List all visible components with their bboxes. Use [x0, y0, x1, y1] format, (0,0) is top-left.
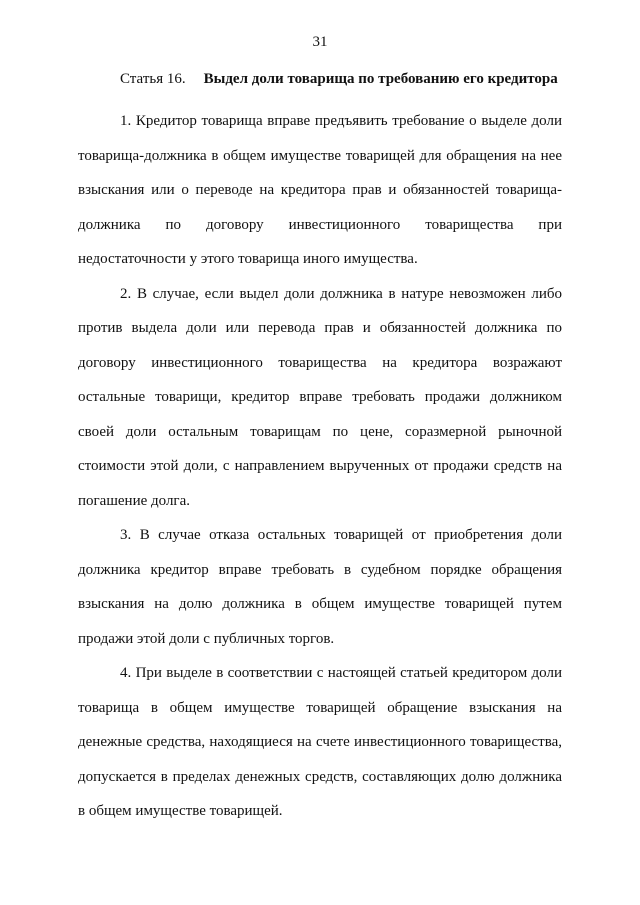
- paragraph-line: 1. Кредитор товарища вправе предъявить требование о выделе доли: [120, 113, 562, 129]
- paragraph-line: погашение долга.: [78, 492, 190, 509]
- paragraph-line: 3. В случае отказа остальных товарищей от приобретения доли: [120, 527, 562, 543]
- paragraph-line: договору инвестиционного товарищества на кредитора возражают: [78, 354, 562, 371]
- paragraph-line: денежные средства, находящиеся на счете инвестиционного товарищества,: [78, 734, 562, 750]
- article-label: Статья 16.: [120, 71, 186, 87]
- paragraph-line: взыскания или о переводе на кредитора прав и обязанностей товарища-: [78, 182, 562, 198]
- paragraph-line: недостаточности у этого товарища иного имущества.: [78, 251, 418, 267]
- paragraph-line: взыскания на долю должника в общем имуществе товарищей путем: [78, 596, 562, 612]
- paragraph-line: в общем имуществе товарищей.: [78, 803, 283, 819]
- paragraph-line: своей доли остальным товарищам по цене, соразмерной рыночной: [78, 423, 562, 440]
- paragraph-line: товарища-должника в общем имуществе товарищей для обращения на нее: [78, 147, 562, 164]
- article-title: Выдел доли товарища по требованию его кредитора: [203, 71, 558, 87]
- article-heading: [120, 71, 580, 88]
- page-number: 31: [312, 34, 328, 50]
- paragraph-line: 4. При выделе в соответствии с настоящей статьей кредитором доли: [120, 665, 562, 681]
- paragraph-line: товарища в общем имуществе товарищей обращение взыскания на: [78, 699, 562, 716]
- paragraph-line: 2. В случае, если выдел доли должника в натуре невозможен либо: [120, 285, 562, 302]
- paragraph-3: [78, 518, 562, 656]
- paragraph-4: [78, 656, 562, 829]
- paragraph-line: стоимости этой доли, с направлением вырученных от продажи средств на: [78, 458, 562, 474]
- paragraph-line: остальные товарищи, кредитор вправе требовать продажи должником: [78, 389, 562, 405]
- paragraph-line: продажи этой доли с публичных торгов.: [78, 630, 335, 647]
- paragraph-1: [78, 104, 562, 277]
- paragraph-line: должника кредитор вправе требовать в судебном порядке обращения: [78, 561, 562, 578]
- paragraph-line: должника по договору инвестиционного товарищества при: [78, 216, 562, 233]
- paragraph-line: допускается в пределах денежных средств, составляющих долю должника: [78, 768, 562, 785]
- article-body: [78, 104, 562, 829]
- paragraph-2: [78, 277, 562, 519]
- paragraph-line: против выдела доли или перевода прав и обязанностей должника по: [78, 320, 562, 336]
